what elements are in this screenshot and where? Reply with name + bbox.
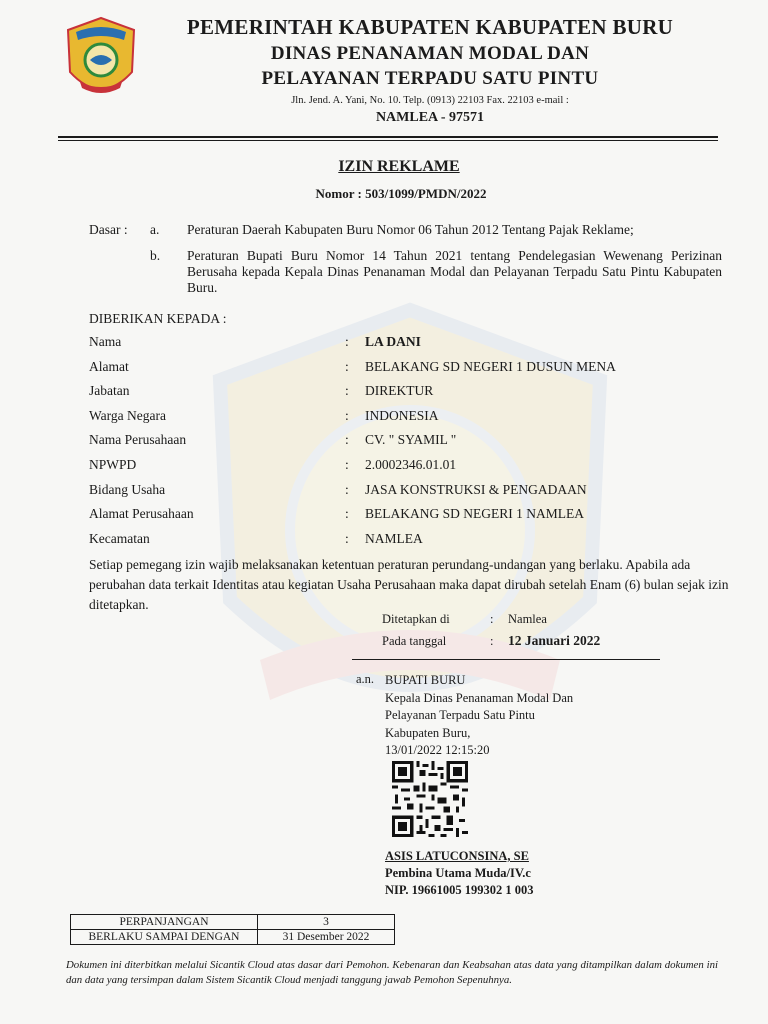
atas-nama-label: a.n. bbox=[356, 672, 375, 686]
header-rule-thick bbox=[58, 136, 718, 138]
field-row-bidang-usaha bbox=[89, 482, 729, 504]
date-underline bbox=[352, 659, 660, 660]
given-to-heading: DIBERIKAN KEPADA : bbox=[89, 311, 227, 326]
ditetapkan-value: Namlea bbox=[508, 612, 547, 626]
field-label: Bidang Usaha bbox=[89, 482, 166, 497]
table-cell-value: 3 bbox=[258, 915, 395, 930]
field-label: Warga Negara bbox=[89, 408, 166, 423]
document-number: Nomor : 503/1099/PMDN/2022 bbox=[315, 186, 487, 201]
field-label: Nama Perusahaan bbox=[89, 432, 187, 447]
qr-code bbox=[389, 761, 471, 837]
table-row bbox=[71, 930, 395, 945]
field-value: BELAKANG SD NEGERI 1 DUSUN MENA bbox=[365, 359, 616, 374]
extension-table bbox=[70, 914, 395, 945]
footer-disclaimer: Dokumen ini diterbitkan melalui Sicantik Cloud atas dasar dari Pemohon. Kebenaran dan Keabsahan atas data yang ditampilkan dalam dokumen ini dan data yang tersimpan dalam Sistem Sicantik Cloud menjadi tanggung jawab Pemohon Sepenuhnya. bbox=[66, 959, 718, 986]
table-row bbox=[71, 915, 395, 930]
signature-block bbox=[385, 672, 573, 760]
agency-name-line-1: PEMERINTAH KABUPATEN KABUPATEN BURU bbox=[186, 15, 674, 39]
field-value: BELAKANG SD NEGERI 1 NAMLEA bbox=[365, 506, 584, 521]
dasar-marker-b: b. bbox=[150, 248, 161, 263]
tanggal-value: 12 Januari 2022 bbox=[508, 633, 601, 648]
field-row-npwpd bbox=[89, 457, 729, 479]
signature-line: BUPATI BURU bbox=[385, 673, 466, 687]
field-label: Alamat Perusahaan bbox=[89, 506, 194, 521]
signature-line: 13/01/2022 12:15:20 bbox=[385, 743, 490, 757]
table-cell-value: 31 Desember 2022 bbox=[258, 930, 395, 945]
tanggal-label: Pada tanggal bbox=[382, 634, 447, 648]
document-title: IZIN REKLAME bbox=[338, 158, 460, 175]
field-row-nama bbox=[89, 334, 729, 356]
agency-city: NAMLEA - 97571 bbox=[375, 110, 485, 125]
field-colon: : bbox=[345, 359, 349, 374]
field-label: Kecamatan bbox=[89, 531, 150, 546]
field-value: NAMLEA bbox=[365, 531, 423, 546]
dasar-marker-a: a. bbox=[150, 222, 160, 237]
agency-name-line-3: PELAYANAN TERPADU SATU PINTU bbox=[261, 68, 599, 89]
field-row-nama-perusahaan bbox=[89, 432, 729, 454]
field-row-warga-negara bbox=[89, 408, 729, 430]
ditetapkan-colon: : bbox=[490, 612, 494, 626]
dasar-text-a: Peraturan Daerah Kabupaten Buru Nomor 06 Tahun 2012 Tentang Pajak Reklame; bbox=[187, 222, 634, 237]
field-colon: : bbox=[345, 531, 349, 546]
signature-line: Pelayanan Terpadu Satu Pintu bbox=[385, 708, 535, 722]
field-row-alamat-perusahaan bbox=[89, 506, 729, 528]
field-colon: : bbox=[345, 334, 349, 349]
signer-rank: Pembina Utama Muda/IV.c bbox=[385, 866, 531, 880]
field-label: NPWPD bbox=[89, 457, 137, 472]
field-value: LA DANI bbox=[365, 334, 421, 349]
field-value: CV. " SYAMIL " bbox=[365, 432, 457, 447]
field-colon: : bbox=[345, 482, 349, 497]
ditetapkan-label: Ditetapkan di bbox=[382, 612, 450, 626]
table-cell-key: PERPANJANGAN bbox=[71, 915, 258, 930]
agency-address: Jln. Jend. A. Yani, No. 10. Telp. (0913) 22103 Fax. 22103 e-mail : bbox=[291, 95, 569, 106]
field-row-kecamatan bbox=[89, 531, 729, 553]
signature-line: Kepala Dinas Penanaman Modal Dan bbox=[385, 690, 574, 705]
field-colon: : bbox=[345, 457, 349, 472]
field-value: DIREKTUR bbox=[365, 383, 434, 398]
notice-paragraph: Setiap pemegang izin wajib melaksanakan ketentuan peraturan perundang-undangan yang berlaku. Apabila ada perubahan data terkait Identitas atau kegiatan Usaha Perusahaan maka dapat dirubah setelah Enam (6) bulan sejak izin ditetapkan. bbox=[89, 557, 729, 612]
field-colon: : bbox=[345, 383, 349, 398]
field-label: Nama bbox=[89, 334, 122, 349]
field-value: INDONESIA bbox=[365, 408, 439, 423]
field-colon: : bbox=[345, 506, 349, 521]
field-colon: : bbox=[345, 408, 349, 423]
field-value: JASA KONSTRUKSI & PENGADAAN bbox=[365, 482, 587, 497]
header-rule-thin bbox=[58, 140, 718, 141]
tanggal-colon: : bbox=[490, 634, 494, 648]
field-row-jabatan bbox=[89, 383, 729, 405]
signer-nip: NIP. 19661005 199302 1 003 bbox=[385, 883, 534, 897]
agency-name-line-2: DINAS PENANAMAN MODAL DAN bbox=[270, 43, 590, 64]
field-label: Alamat bbox=[89, 359, 129, 374]
dasar-text-b: Peraturan Bupati Buru Nomor 14 Tahun 2021 tentang Pendelegasian Wewenang Perizinan Berusaha kepada Kepala Dinas Penanaman Modal dan Pelayanan Terpadu Satu Pintu Kabupaten Buru. bbox=[187, 248, 722, 295]
field-colon: : bbox=[345, 432, 349, 447]
field-label: Jabatan bbox=[89, 383, 130, 398]
field-row-alamat bbox=[89, 359, 729, 381]
signer-name: ASIS LATUCONSINA, SE bbox=[385, 849, 529, 863]
signature-line: Kabupaten Buru, bbox=[385, 725, 471, 740]
field-value: 2.0002346.01.01 bbox=[365, 457, 457, 472]
dasar-label: Dasar : bbox=[89, 222, 128, 237]
signer-block bbox=[385, 848, 534, 899]
table-cell-key: BERLAKU SAMPAI DENGAN bbox=[71, 930, 258, 945]
